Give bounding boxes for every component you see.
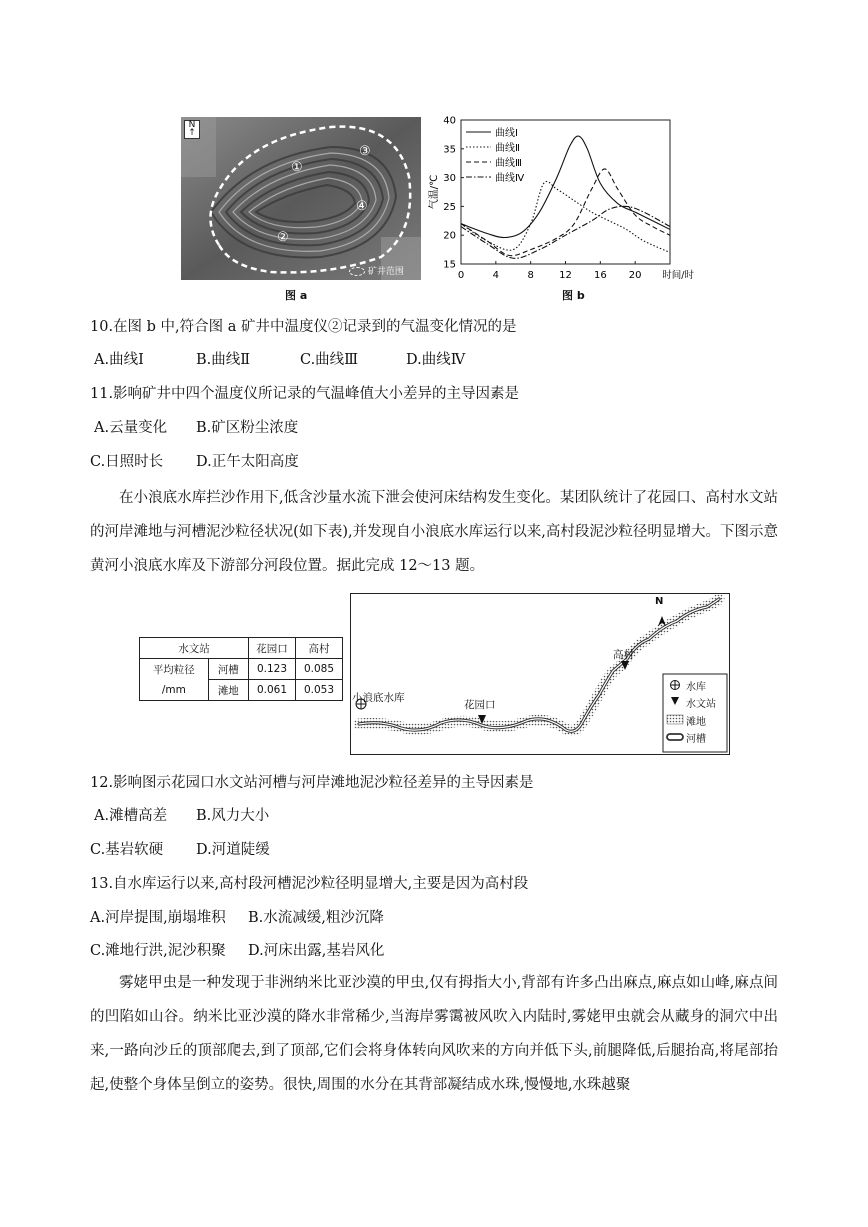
q13-options-row1 — [90, 908, 590, 928]
north-arrow-icon: N ↑ — [184, 120, 200, 139]
q13-option-d[interactable]: D.河床出露,基岩风化 — [248, 943, 385, 959]
legend-floodplain-label: 滩地 — [686, 717, 706, 728]
label-huayuankou: 花园口 — [464, 699, 496, 711]
legend-channel-icon — [667, 734, 683, 740]
q11-option-c[interactable]: C.日照时长 — [90, 454, 164, 470]
figure-a-photo — [181, 117, 421, 280]
table-header-huayuankou: 花园口 — [249, 638, 296, 659]
q13-stem: 13.自水库运行以来,高村段河槽泥沙粒径明显增大,主要是因为高村段 — [90, 876, 529, 892]
table-type-channel: 河槽 — [208, 659, 248, 680]
table-header-gaocun: 高村 — [296, 638, 343, 659]
table-cell: 0.123 — [249, 659, 296, 680]
q10-stem: 10.在图 b 中,符合图 a 矿井中温度仪②记录到的气温变化情况的是 — [90, 319, 517, 335]
legend-station-label: 水文站 — [686, 699, 716, 710]
table-header-station: 水文站 — [140, 638, 249, 659]
passage-2: 雾姥甲虫是一种发现于非洲纳米比亚沙漠的甲虫,仅有拇指大小,背部有许多凸出麻点,麻点如山峰,麻点间的凹陷如山谷。纳米比亚沙漠的降水非常稀少,当海岸雾霭被风吹入内陆时,雾姥甲虫就会从藏身的洞穴中出来,一路向沙丘的顶部爬去,到了顶部,它们会将身体转向风吹来的方向并低下头,前腿降低,后腿抬高,将尾部抬起,使整个身体呈倒立的姿势。很快,周围的水分在其背部凝结成水珠,慢慢地,水珠越聚 — [90, 975, 778, 1093]
q13-option-a[interactable]: A.河岸提围,崩塌堆积 — [90, 910, 226, 926]
figure-b-chart — [425, 112, 695, 284]
table-type-floodplain: 滩地 — [208, 680, 248, 701]
temperature-line-chart — [425, 112, 695, 284]
legend-label-2: 曲线Ⅱ — [495, 143, 520, 154]
grain-size-table — [139, 637, 343, 701]
x-tick-label: 0 — [457, 270, 465, 281]
legend-reservoir-icon — [671, 681, 680, 690]
plot-frame — [461, 120, 670, 264]
legend-floodplain-icon — [667, 715, 683, 724]
y-tick-label: 25 — [443, 201, 456, 213]
q11-option-d[interactable]: D.正午太阳高度 — [196, 454, 299, 470]
q11-options-row2 — [90, 452, 490, 472]
q10-option-d[interactable]: D.曲线Ⅳ — [406, 352, 466, 368]
y-tick-label: 15 — [443, 259, 456, 271]
q10-option-a[interactable]: A.曲线Ⅰ — [94, 352, 144, 368]
q12-option-c[interactable]: C.基岩软硬 — [90, 842, 164, 858]
q12-option-a[interactable]: A.滩槽高差 — [94, 808, 168, 824]
y-axis-label: 气温/℃ — [429, 174, 440, 210]
map-north-label: N — [655, 596, 664, 607]
legend-label-1: 曲线Ⅰ — [495, 128, 518, 139]
q11-option-a[interactable]: A.云量变化 — [94, 420, 168, 436]
q11-stem: 11.影响矿井中四个温度仪所记录的气温峰值大小差异的主导因素是 — [90, 386, 520, 402]
table-row-label-line2: /mm — [161, 683, 186, 696]
x-tick-label: 4 — [492, 270, 500, 281]
legend-label-4: 曲线Ⅳ — [495, 173, 525, 184]
figure-a-legend-label: 矿井范围 — [367, 267, 404, 277]
q10-option-c[interactable]: C.曲线Ⅲ — [300, 352, 359, 368]
q13-option-b[interactable]: B.水流减缓,粗沙沉降 — [248, 910, 384, 926]
river-map — [350, 593, 730, 755]
q12-options-row2 — [90, 840, 490, 860]
y-tick-label: 30 — [443, 173, 456, 185]
q11-option-b[interactable]: B.矿区粉尘浓度 — [196, 420, 299, 436]
legend-label-3: 曲线Ⅲ — [495, 158, 522, 169]
yellow-river-map — [351, 594, 729, 754]
marker-1: ① — [291, 160, 303, 175]
figure-a-legend — [349, 264, 404, 277]
y-tick-label: 20 — [443, 230, 456, 242]
figure-b-caption: 图 b — [562, 289, 585, 302]
marker-2: ② — [277, 230, 289, 245]
mine-aerial-image — [181, 117, 421, 280]
q12-options-row1 — [90, 806, 490, 826]
label-gaocun: 高村 — [613, 649, 634, 661]
x-axis-label: 时间/时 — [662, 270, 694, 281]
q12-option-d[interactable]: D.河道陡缓 — [196, 842, 270, 858]
x-tick-label: 12 — [559, 270, 572, 281]
table-cell: 0.053 — [296, 680, 343, 701]
table-row-label-line1: 平均粒径 — [152, 663, 195, 676]
table-cell: 0.061 — [249, 680, 296, 701]
table-cell: 0.085 — [296, 659, 343, 680]
table-row-label — [140, 659, 209, 701]
legend-channel-label: 河槽 — [686, 734, 706, 745]
q10-option-b[interactable]: B.曲线Ⅱ — [196, 352, 251, 368]
q13-options-row2 — [90, 941, 590, 961]
q10-options — [90, 350, 590, 370]
x-tick-label: 16 — [593, 270, 607, 281]
q11-options-row1 — [90, 418, 490, 438]
y-tick-label: 40 — [443, 115, 456, 127]
x-tick-label: 8 — [527, 270, 534, 281]
dashed-ellipse-icon — [349, 267, 365, 276]
q12-stem: 12.影响图示花园口水文站河槽与河岸滩地泥沙粒径差异的主导因素是 — [90, 775, 534, 791]
marker-3: ③ — [359, 144, 371, 159]
legend-reservoir-label: 水库 — [686, 682, 706, 693]
q12-option-b[interactable]: B.风力大小 — [196, 808, 270, 824]
label-xiaolangdi: 小浪底水库 — [352, 692, 405, 704]
y-tick-label: 35 — [443, 144, 456, 156]
passage-1: 在小浪底水库拦沙作用下,低含沙量水流下泄会使河床结构发生变化。某团队统计了花园口、高村水文站的河岸滩地与河槽泥沙粒径状况(如下表),并发现自小浪底水库运行以来,高村段泥沙粒径明显增大。下图示意黄河小浪底水库及下游部分河段位置。据此完成 12～13 题。 — [90, 490, 778, 574]
figure-a-caption: 图 a — [285, 289, 308, 302]
marker-4: ④ — [356, 199, 368, 214]
x-tick-label: 20 — [628, 270, 642, 281]
q13-option-c[interactable]: C.滩地行洪,泥沙积聚 — [90, 943, 226, 959]
